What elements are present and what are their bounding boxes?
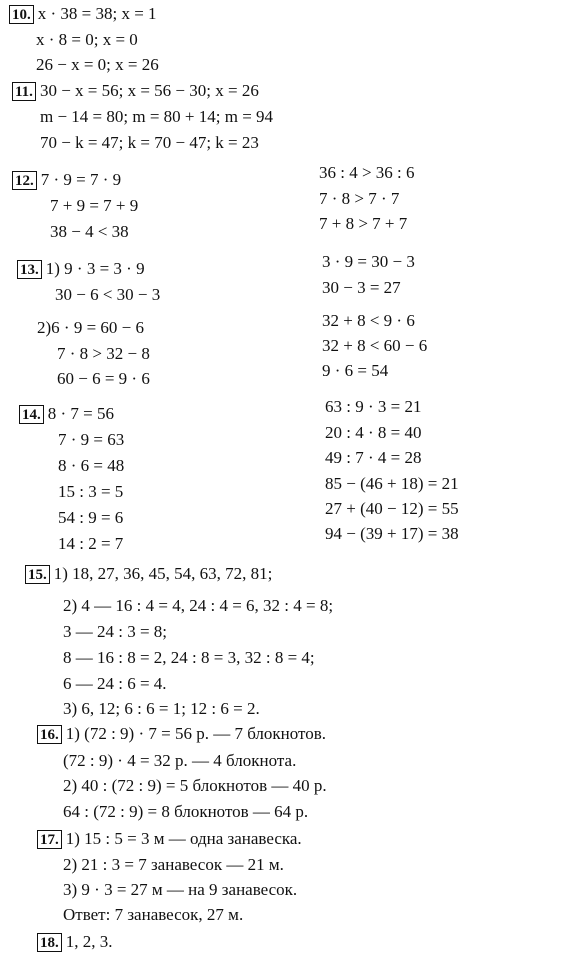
problem-12-left-3: 38 − 4 < 38 [50, 222, 129, 241]
problem-14-right-4: 85 − (46 + 18) = 21 [325, 474, 459, 493]
problem-15-line-3: 3 — 24 : 3 = 8; [63, 622, 168, 641]
problem-14-left-6: 14 : 2 = 7 [58, 534, 124, 553]
problem-18-text-1: 1, 2, 3. [65, 932, 113, 951]
problem-11-line-1 [12, 81, 259, 101]
problem-13-left-5: 60 − 6 = 9 · 6 [57, 369, 150, 388]
problem-17-line-3: 3) 9 · 3 = 27 м — на 9 занавесок. [63, 880, 298, 899]
problem-15-line-6: 3) 6, 12; 6 : 6 = 1; 12 : 6 = 2. [63, 699, 260, 718]
problem-13-right-1: 3 · 9 = 30 − 3 [322, 252, 415, 271]
problem-14-line-1 [19, 404, 114, 424]
problem-14-right-1: 63 : 9 · 3 = 21 [325, 397, 422, 416]
problem-13-left-4: 7 · 8 > 32 − 8 [57, 344, 150, 363]
problem-12-left-1: 7 · 9 = 7 · 9 [40, 170, 122, 189]
problem-13-right-2: 30 − 3 = 27 [322, 278, 401, 297]
problem-14-left-4: 15 : 3 = 5 [58, 482, 124, 501]
problem-13-line-1 [17, 259, 145, 279]
problem-17-text-1: 1) 15 : 5 = 3 м — одна занавеска. [65, 829, 302, 848]
problem-13-left-1: 1) 9 · 3 = 3 · 9 [45, 259, 145, 278]
problem-15-line-5: 6 — 24 : 6 = 4. [63, 674, 167, 693]
problem-16-line-2: (72 : 9) · 4 = 32 р. — 4 блокнота. [63, 751, 297, 770]
problem-13-right-3: 32 + 8 < 9 · 6 [322, 311, 415, 330]
problem-10-line-2: x · 8 = 0; x = 0 [36, 30, 138, 49]
problem-13-right-5: 9 · 6 = 54 [322, 361, 389, 380]
problem-17-line-4: Ответ: 7 занавесок, 27 м. [63, 905, 244, 924]
problem-14-left-3: 8 · 6 = 48 [58, 456, 125, 475]
problem-10-text-1: x · 38 = 38; x = 1 [37, 4, 157, 23]
problem-12-right-1: 36 : 4 > 36 : 6 [319, 163, 415, 182]
problem-16-line-1 [37, 724, 326, 744]
problem-15-line-4: 8 — 16 : 8 = 2, 24 : 8 = 3, 32 : 8 = 4; [63, 648, 315, 667]
problem-number-10: 10. [9, 5, 34, 24]
problem-number-13: 13. [17, 260, 42, 279]
problem-13-right-4: 32 + 8 < 60 − 6 [322, 336, 428, 355]
problem-11-text-1: 30 − x = 56; x = 56 − 30; x = 26 [39, 81, 259, 100]
problem-15-line-1 [25, 564, 272, 584]
problem-11-line-3: 70 − k = 47; k = 70 − 47; k = 23 [40, 133, 259, 152]
problem-14-left-1: 8 · 7 = 56 [47, 404, 114, 423]
problem-15-line-2: 2) 4 — 16 : 4 = 4, 24 : 4 = 6, 32 : 4 = 8; [63, 596, 334, 615]
problem-14-right-6: 94 − (39 + 17) = 38 [325, 524, 459, 543]
problem-17-line-2: 2) 21 : 3 = 7 занавесок — 21 м. [63, 855, 284, 874]
problem-10-line-1 [9, 4, 157, 24]
problem-13-left-3: 2)6 · 9 = 60 − 6 [37, 318, 144, 337]
problem-15-text-1: 1) 18, 27, 36, 45, 54, 63, 72, 81; [53, 564, 273, 583]
problem-number-18: 18. [37, 933, 62, 952]
problem-14-right-2: 20 : 4 · 8 = 40 [325, 423, 422, 442]
problem-16-line-4: 64 : (72 : 9) = 8 блокнотов — 64 р. [63, 802, 309, 821]
problem-12-line-1 [12, 170, 121, 190]
problem-number-17: 17. [37, 830, 62, 849]
problem-12-right-2: 7 · 8 > 7 · 7 [319, 189, 400, 208]
problem-14-left-2: 7 · 9 = 63 [58, 430, 125, 449]
problem-18-line-1 [37, 932, 113, 952]
problem-14-left-5: 54 : 9 = 6 [58, 508, 124, 527]
problem-14-right-5: 27 + (40 − 12) = 55 [325, 499, 459, 518]
problem-12-left-2: 7 + 9 = 7 + 9 [50, 196, 139, 215]
problem-12-right-3: 7 + 8 > 7 + 7 [319, 214, 408, 233]
problem-16-text-1: 1) (72 : 9) · 7 = 56 р. — 7 блокнотов. [65, 724, 327, 743]
problem-13-left-2: 30 − 6 < 30 − 3 [55, 285, 161, 304]
problem-17-line-1 [37, 829, 302, 849]
problem-number-14: 14. [19, 405, 44, 424]
problem-11-line-2: m − 14 = 80; m = 80 + 14; m = 94 [40, 107, 274, 126]
problem-16-line-3: 2) 40 : (72 : 9) = 5 блокнотов — 40 р. [63, 776, 327, 795]
problem-number-11: 11. [12, 82, 36, 101]
problem-number-12: 12. [12, 171, 37, 190]
problem-number-15: 15. [25, 565, 50, 584]
problem-number-16: 16. [37, 725, 62, 744]
problem-14-right-3: 49 : 7 · 4 = 28 [325, 448, 422, 467]
problem-10-line-3: 26 − x = 0; x = 26 [36, 55, 159, 74]
